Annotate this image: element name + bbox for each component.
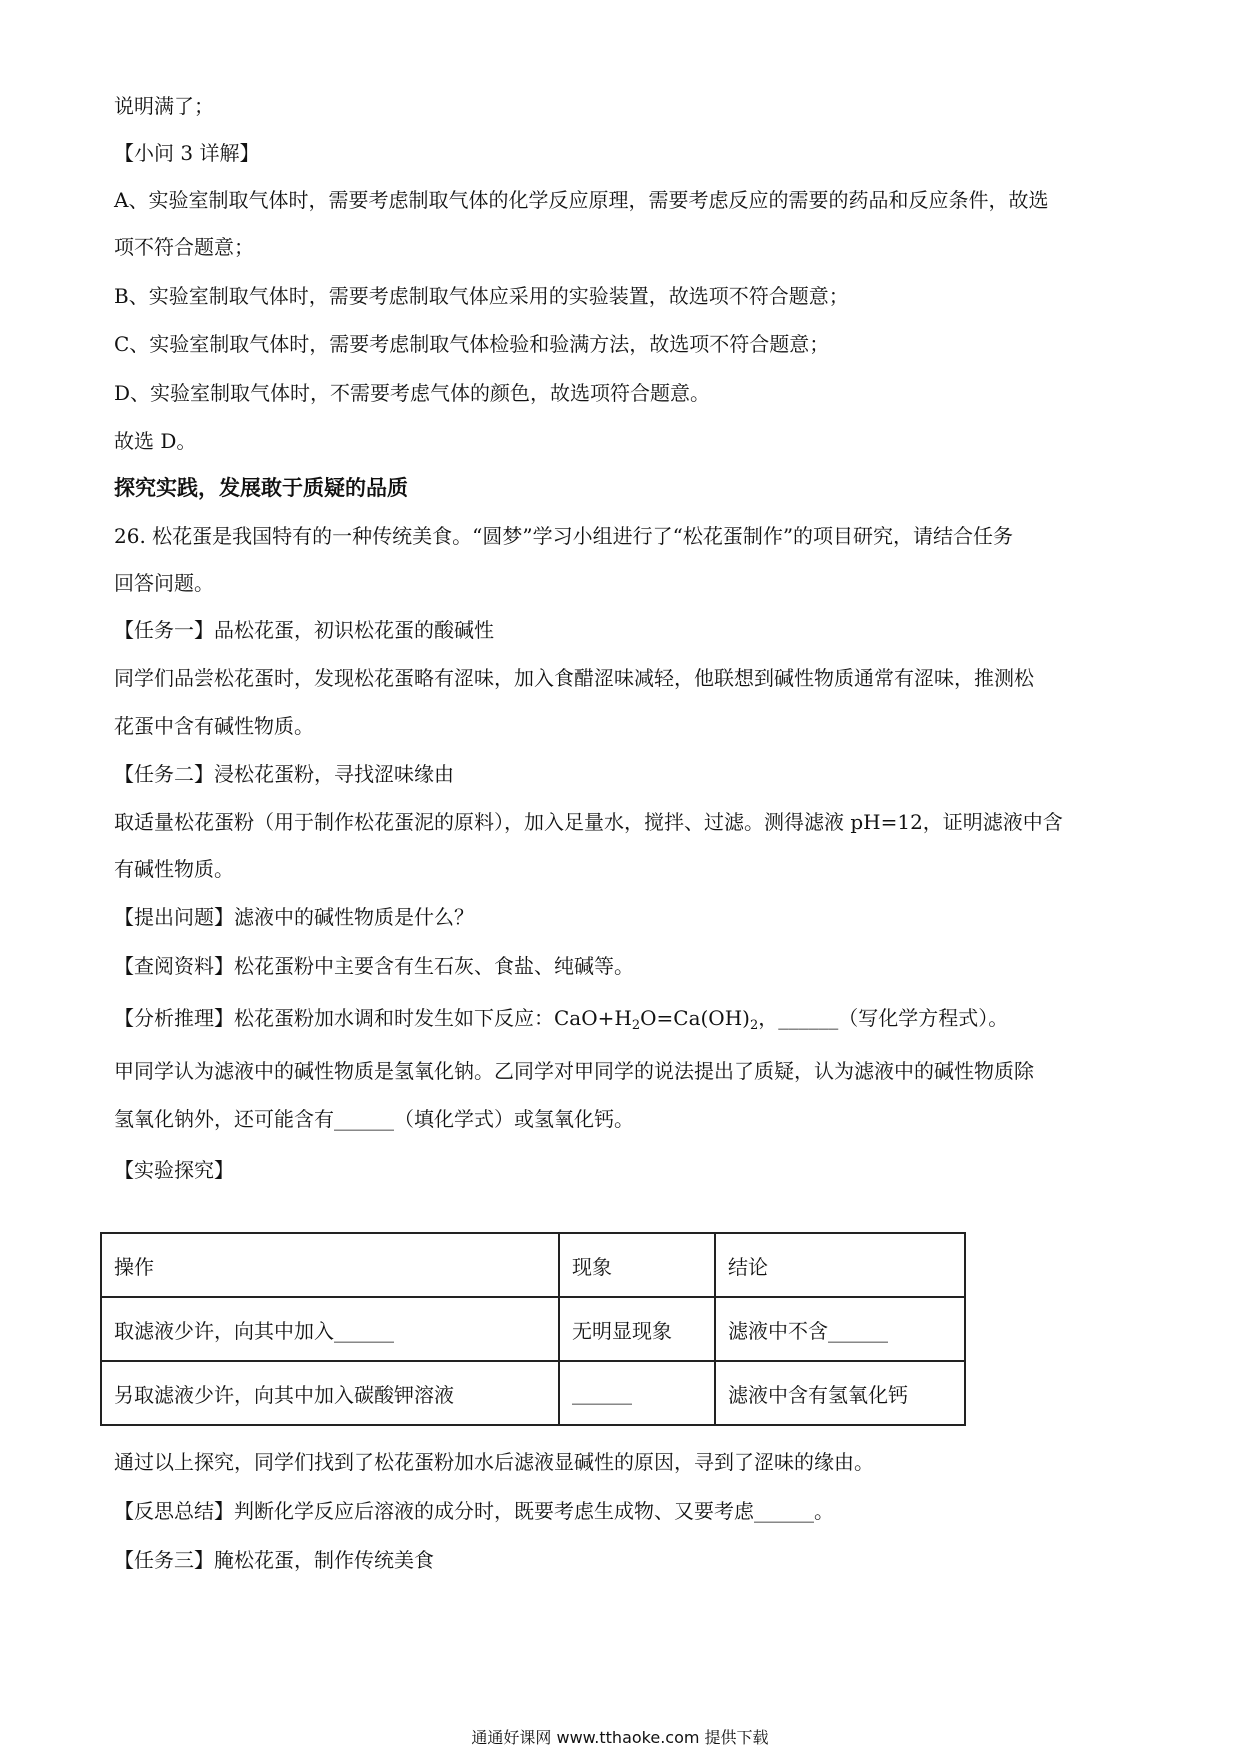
task-1-text: 同学们品尝松花蛋时，发现松花蛋略有涩味，加入食醋涩味减轻，他联想到碱性物质通常有涩味，推测松 — [114, 666, 1034, 690]
option-c-line: C、实验室制取气体时，需要考虑制取气体检验和验满方法，故选项不符合题意； — [114, 332, 830, 356]
equation-cao: CaO+H — [554, 1006, 632, 1030]
answer-line: 故选 D。 — [114, 429, 197, 453]
task-2-text: 取适量松花蛋粉（用于制作松花蛋泥的原料），加入足量水，搅拌、过滤。测得滤液 pH=12，证明滤液中含 — [114, 810, 1063, 834]
analysis-text: 甲同学认为滤液中的碱性物质是氢氧化钠。乙同学对甲同学的说法提出了质疑，认为滤液中的碱性物质除 — [114, 1059, 1034, 1083]
conclusion-text: 通过以上探究，同学们找到了松花蛋粉加水后滤液显碱性的原因，寻到了涩味的缘由。 — [114, 1450, 874, 1474]
analysis-text-cont: 氢氧化钠外，还可能含有______（填化学式）或氢氧化钙。 — [114, 1107, 634, 1131]
table-row — [101, 1361, 965, 1425]
experiment-label: 【实验探究】 — [114, 1158, 234, 1182]
table-cell: 另取滤液少许，向其中加入碳酸钾溶液 — [101, 1361, 559, 1425]
table-header-cell: 结论 — [715, 1233, 965, 1297]
table-header-cell: 操作 — [101, 1233, 559, 1297]
analysis-line — [114, 1004, 1008, 1032]
option-b-line: B、实验室制取气体时，需要考虑制取气体应采用的实验装置，故选项不符合题意； — [114, 284, 849, 308]
table-cell: 取滤液少许，向其中加入______ — [101, 1297, 559, 1361]
table-header-cell: 现象 — [559, 1233, 715, 1297]
analysis-suffix: ，______（写化学方程式）。 — [758, 1006, 1009, 1030]
reflection-line: 【反思总结】判断化学反应后溶液的成分时，既要考虑生成物、又要考虑______。 — [114, 1499, 834, 1523]
option-a-line: A、实验室制取气体时，需要考虑制取气体的化学反应原理，需要考虑反应的需要的药品和反应条件，故选 — [114, 188, 1049, 212]
section-heading: 探究实践，发展敢于质疑的品质 — [114, 475, 408, 500]
question-26-line-cont: 回答问题。 — [114, 571, 214, 595]
table-cell: ______ — [559, 1361, 715, 1425]
subquestion-label: 【小问 3 详解】 — [114, 141, 260, 165]
task-2-text-cont: 有碱性物质。 — [114, 857, 234, 881]
task-3-title: 【任务三】腌松花蛋，制作传统美食 — [114, 1548, 434, 1572]
text-line: 说明满了； — [114, 94, 214, 118]
task-1-title: 【任务一】品松花蛋，初识松花蛋的酸碱性 — [114, 618, 494, 642]
experiment-table — [100, 1232, 966, 1426]
table-cell: 滤液中含有氢氧化钙 — [715, 1361, 965, 1425]
page-footer: 通通好课网 www.tthaoke.com 提供下载 — [471, 1728, 769, 1747]
question-26-line: 26. 松花蛋是我国特有的一种传统美食。“圆梦”学习小组进行了“松花蛋制作”的项目研究，请结合任务 — [114, 524, 1014, 548]
table-header-row — [101, 1233, 965, 1297]
analysis-prefix: 【分析推理】松花蛋粉加水调和时发生如下反应： — [114, 1006, 554, 1030]
equation-middle: O=Ca(OH) — [640, 1006, 750, 1030]
option-d-line: D、实验室制取气体时，不需要考虑气体的颜色，故选项符合题意。 — [114, 381, 711, 405]
question-line: 【提出问题】滤液中的碱性物质是什么？ — [114, 905, 474, 929]
task-1-text-cont: 花蛋中含有碱性物质。 — [114, 714, 314, 738]
option-a-line-cont: 项不符合题意； — [114, 235, 254, 259]
task-2-title: 【任务二】浸松花蛋粉，寻找涩味缘由 — [114, 762, 454, 786]
table-cell: 无明显现象 — [559, 1297, 715, 1361]
table-cell: 滤液中不含______ — [715, 1297, 965, 1361]
info-line: 【查阅资料】松花蛋粉中主要含有生石灰、食盐、纯碱等。 — [114, 954, 634, 978]
equation-subscript: 2 — [631, 1018, 641, 1033]
table-row — [101, 1297, 965, 1361]
equation-subscript: 2 — [749, 1018, 759, 1033]
